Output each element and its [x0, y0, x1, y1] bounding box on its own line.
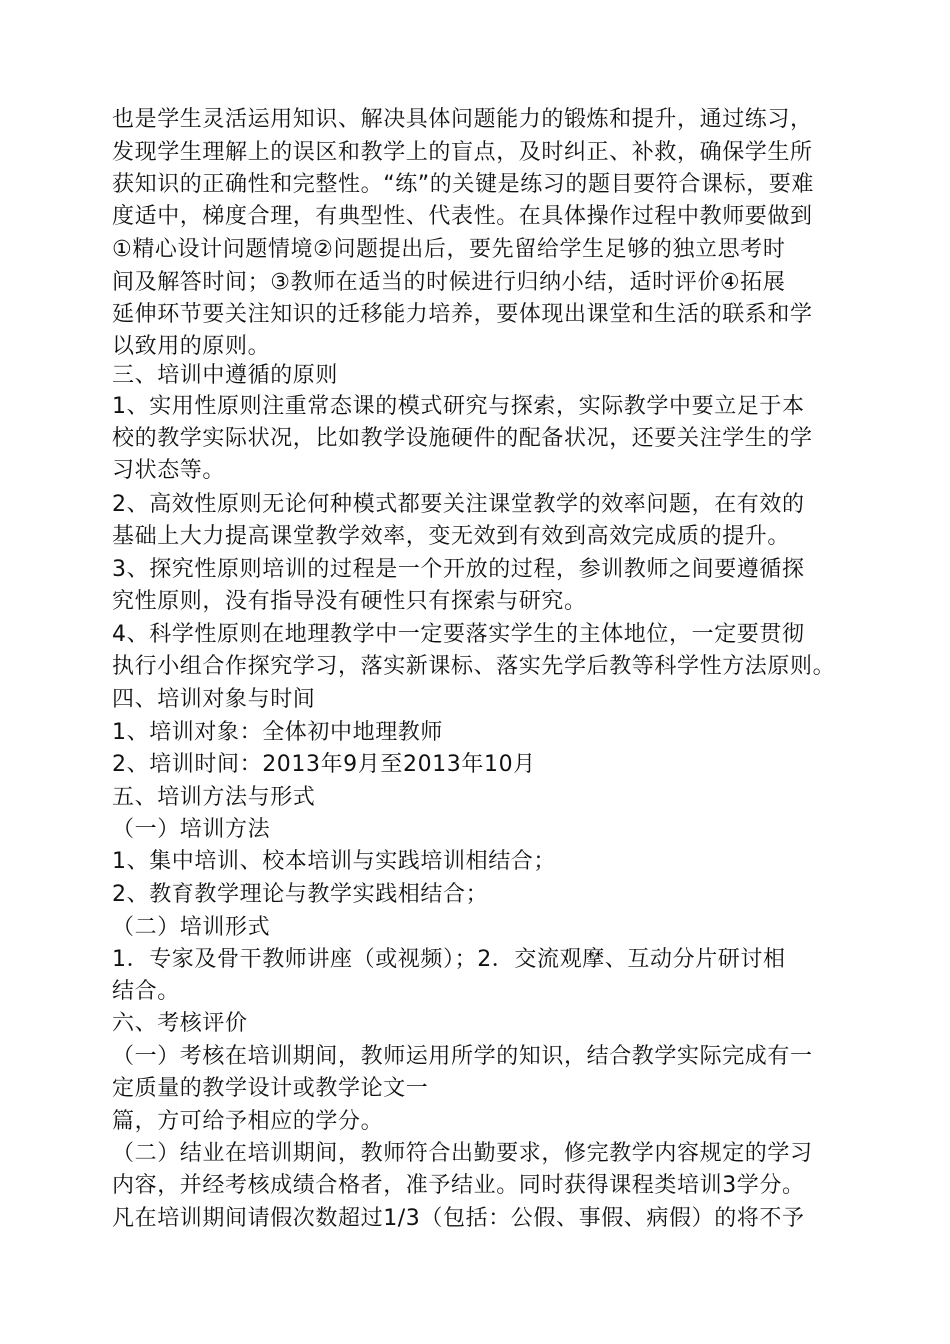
text-line: 1、培训对象：全体初中地理教师: [112, 720, 443, 745]
text-line: 也是学生灵活运用知识、解决具体问题能力的锻炼和提升，通过练习，: [112, 107, 813, 132]
section-heading: 四、培训对象与时间: [112, 687, 316, 712]
text-line: ①精心设计问题情境②问题提出后，要先留给学生足够的独立思考时: [112, 237, 786, 262]
text-line: （一）考核在培训期间，教师运用所学的知识，结合教学实际完成有一: [112, 1044, 813, 1069]
text-line: 结合。: [112, 979, 180, 1004]
text-line: 1．专家及骨干教师讲座（或视频）；2．交流观摩、互动分片研讨相: [112, 947, 786, 972]
text-line: 内容，并经考核成绩合格者，准予结业。同时获得课程类培训3学分。: [112, 1173, 805, 1198]
text-line: 习状态等。: [112, 458, 226, 483]
text-line: 1、实用性原则注重常态课的模式研究与探索，实际教学中要立足于本: [112, 394, 805, 419]
text-line: 执行小组合作探究学习，落实新课标、落实先学后教等科学性方法原则。: [112, 654, 836, 679]
text-line: 4、科学性原则在地理教学中一定要落实学生的主体地位，一定要贯彻: [112, 622, 805, 647]
text-line: 2、教育教学理论与教学实践相结合；: [112, 882, 489, 907]
subsection-heading: （二）培训形式: [112, 915, 271, 940]
text-line: 校的教学实际状况，比如教学设施硬件的配备状况，还要关注学生的学: [112, 426, 813, 451]
text-line: 延伸环节要关注知识的迁移能力培养，要体现出课堂和生活的联系和学: [112, 302, 813, 327]
text-line: 究性原则，没有指导没有硬性只有探索与研究。: [112, 589, 587, 614]
text-line: 间及解答时间；③教师在适当的时候进行归纳小结，适时评价④拓展: [112, 270, 786, 295]
subsection-heading: （一）培训方法: [112, 817, 271, 842]
text-line: 2、培训时间：2013年9月至2013年10月: [112, 752, 536, 777]
text-line: 获知识的正确性和完整性。“练”的关键是练习的题目要符合课标，要难: [112, 172, 814, 197]
text-line: （二）结业在培训期间，教师符合出勤要求，修完教学内容规定的学习: [112, 1141, 813, 1166]
text-line: 1、集中培训、校本培训与实践培训相结合；: [112, 849, 556, 874]
text-line: 凡在培训期间请假次数超过1/3（包括：公假、事假、病假）的将不予: [112, 1206, 805, 1231]
section-heading: 五、培训方法与形式: [112, 785, 316, 810]
text-line: 基础上大力提高课堂教学效率，变无效到有效到高效完成质的提升。: [112, 524, 791, 549]
text-line: 定质量的教学设计或教学论文一: [112, 1076, 429, 1101]
text-line: 篇，方可给予相应的学分。: [112, 1109, 384, 1134]
text-line: 2、高效性原则无论何种模式都要关注课堂教学的效率问题，在有效的: [112, 492, 805, 517]
text-line: 发现学生理解上的误区和教学上的盲点，及时纠正、补救，确保学生所: [112, 140, 813, 165]
text-line: 度适中，梯度合理，有典型性、代表性。在具体操作过程中教师要做到: [112, 204, 813, 229]
text-line: 3、探究性原则培训的过程是一个开放的过程，参训教师之间要遵循探: [112, 557, 805, 582]
section-heading: 六、考核评价: [112, 1011, 248, 1036]
text-line: 以致用的原则。: [112, 334, 271, 359]
section-heading: 三、培训中遵循的原则: [112, 363, 339, 388]
